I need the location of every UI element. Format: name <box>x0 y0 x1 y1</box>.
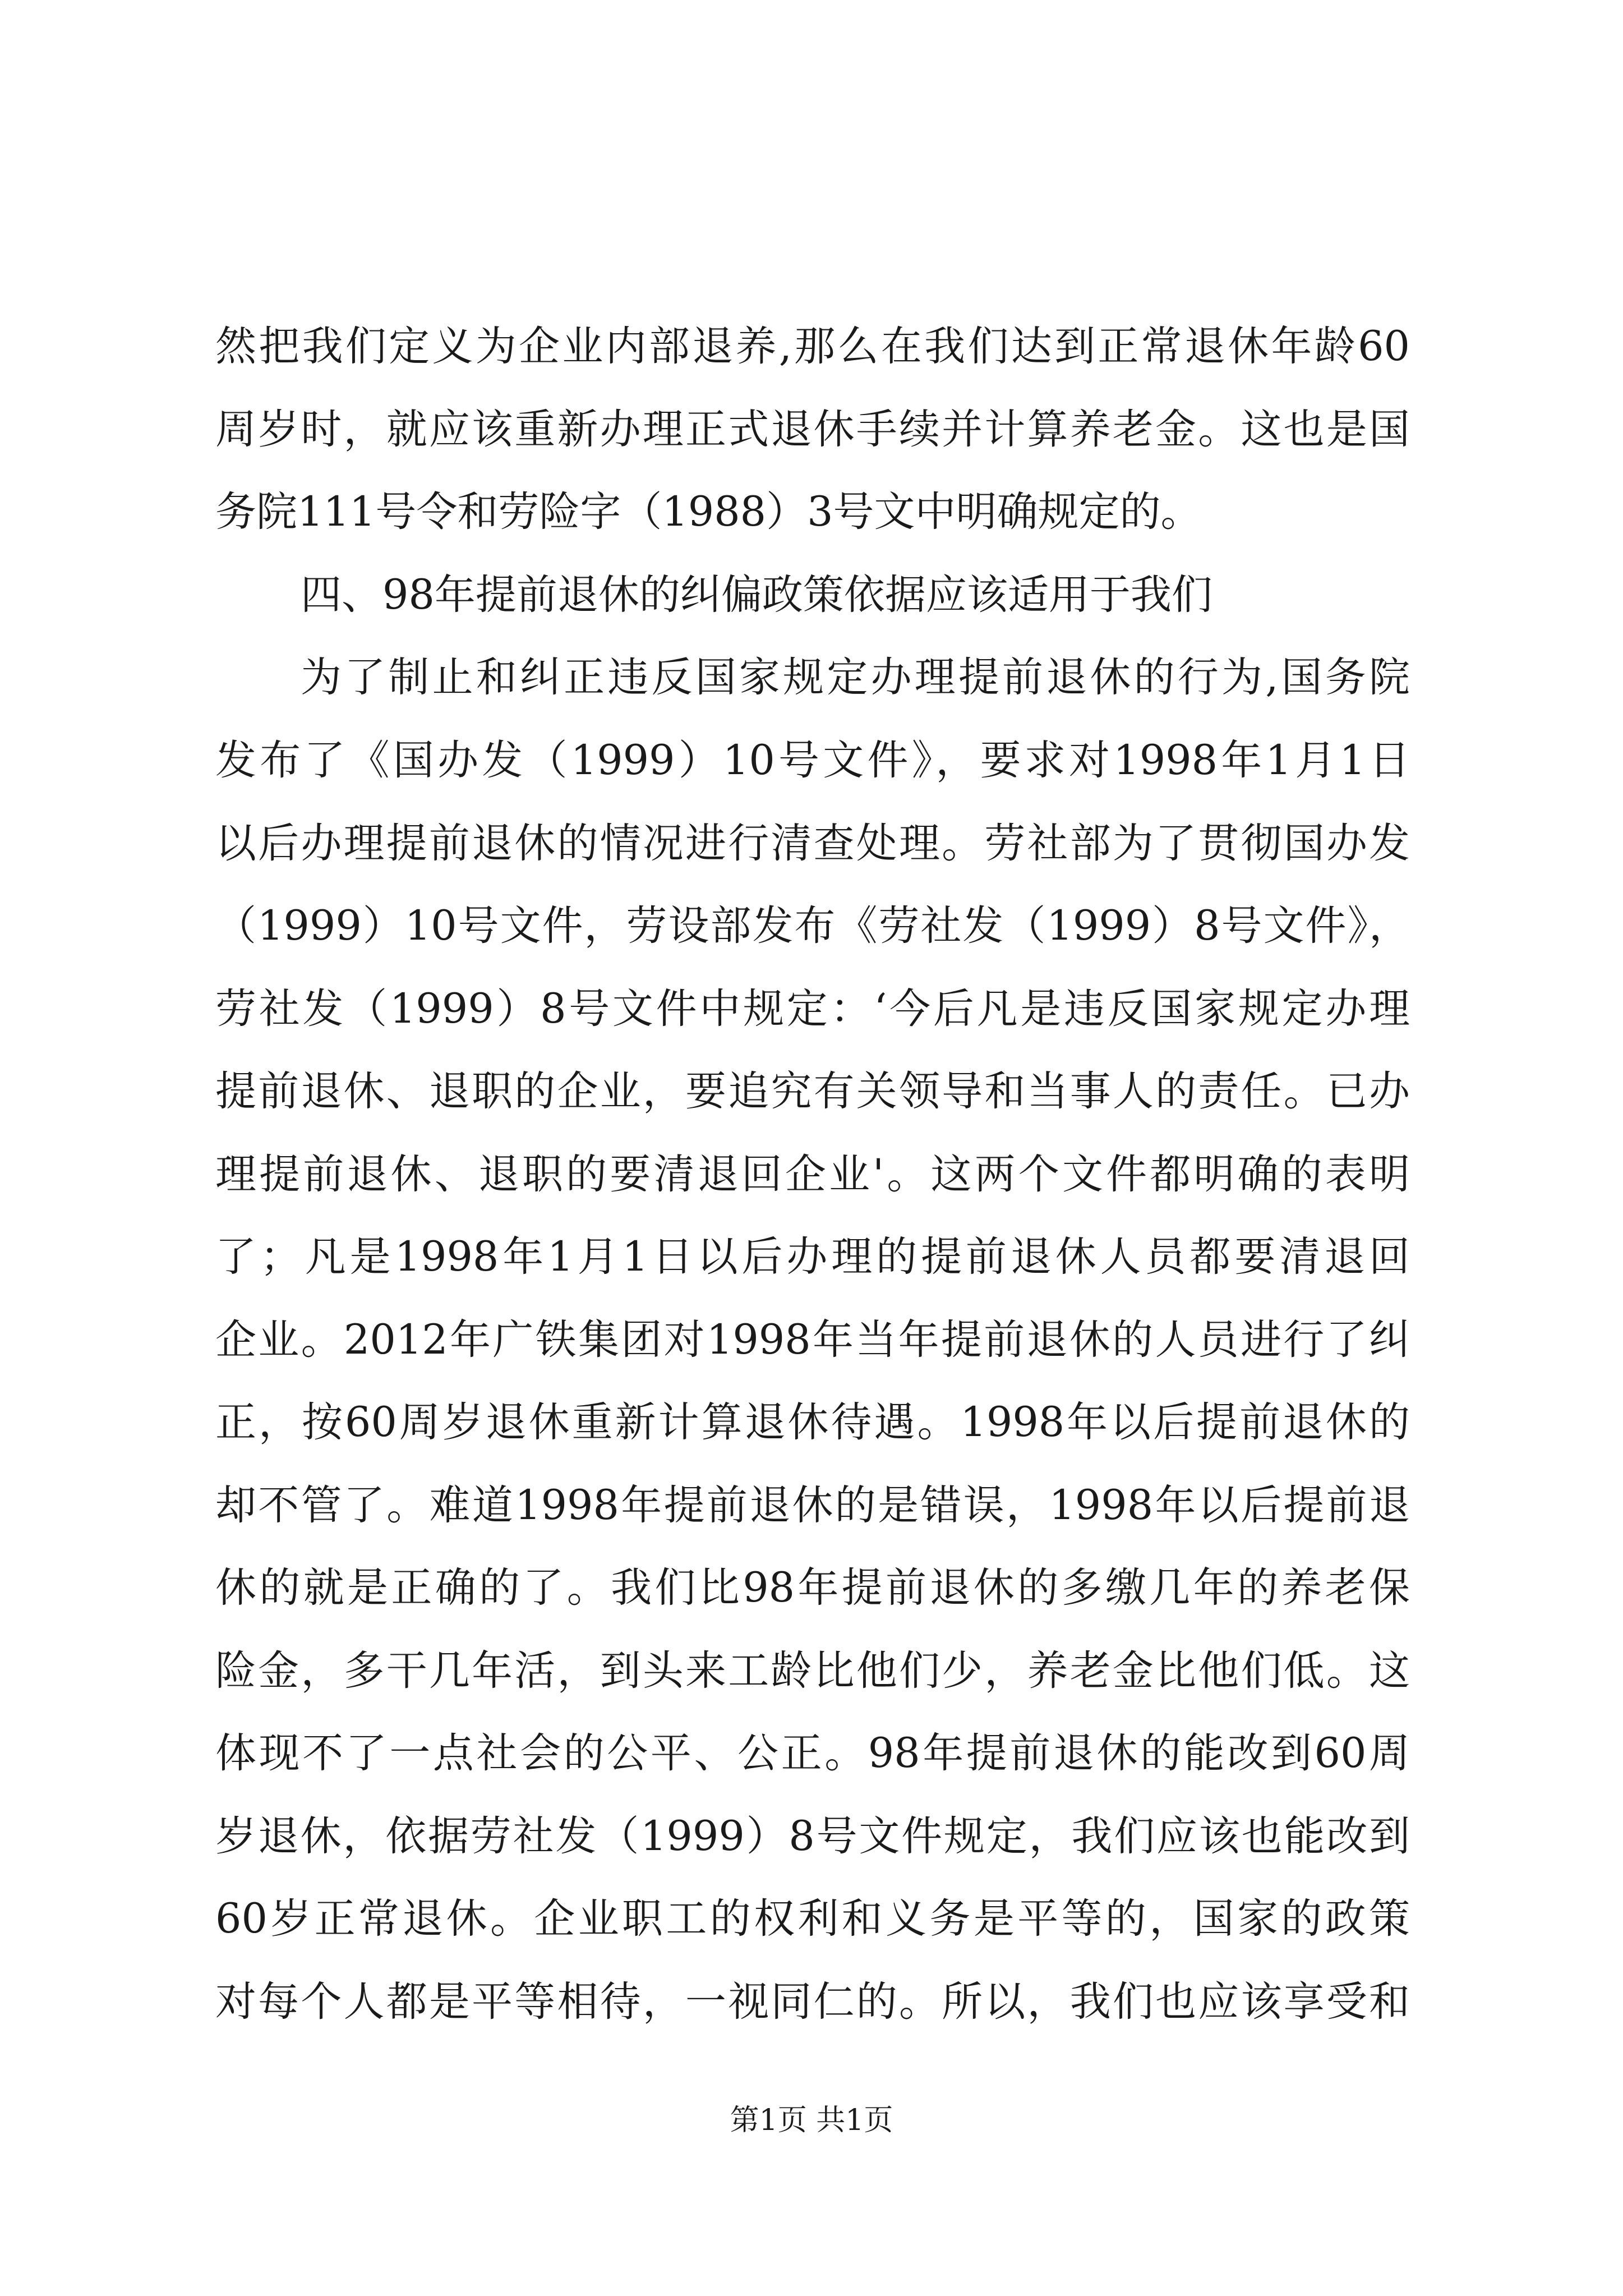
section-heading: 四、98年提前退休的纠偏政策依据应该适用于我们 <box>301 571 1212 619</box>
text-line: 体现不了一点社会的公平、公正。98年提前退休的能改到60周 <box>215 1729 1410 1777</box>
text-line: 岁退休，依据劳社发（1999）8号文件规定，我们应该也能改到 <box>215 1812 1410 1860</box>
text-line: （1999）10号文件，劳设部发布《劳社发（1999）8号文件》， <box>215 902 1410 950</box>
text-line: 正，按60周岁退休重新计算退休待遇。1998年以后提前退休的 <box>215 1398 1410 1446</box>
text-line: 险金，多干几年活，到头来工龄比他们少，养老金比他们低。这 <box>215 1647 1410 1695</box>
text-line: 为了制止和纠正违反国家规定办理提前退休的行为,国务院 <box>301 654 1410 701</box>
text-line: 提前退休、退职的企业，要追究有关领导和当事人的责任。已办 <box>215 1068 1410 1115</box>
text-line: 企业。2012年广铁集团对1998年当年提前退休的人员进行了纠 <box>215 1316 1410 1364</box>
text-line: 周岁时，就应该重新办理正式退休手续并计算养老金。这也是国 <box>215 406 1410 453</box>
text-line: 理提前退休、退职的要清退回企业'。这两个文件都明确的表明 <box>215 1151 1410 1198</box>
text-line: 对每个人都是平等相待，一视同仁的。所以，我们也应该享受和 <box>215 1978 1410 2026</box>
text-line: 务院111号令和劳险字（1988）3号文中明确规定的。 <box>215 488 1202 536</box>
text-line: 然把我们定义为企业内部退养,那么在我们达到正常退休年龄60 <box>215 323 1410 370</box>
text-line: 休的就是正确的了。我们比98年提前退休的多缴几年的养老保 <box>215 1564 1410 1612</box>
text-line: 却不管了。难道1998年提前退休的是错误，1998年以后提前退 <box>215 1481 1410 1529</box>
page-footer: 第1页 共1页 <box>730 2104 893 2137</box>
text-line: 了；凡是1998年1月1日以后办理的提前退休人员都要清退回 <box>215 1233 1410 1281</box>
text-line: 劳社发（1999）8号文件中规定：‘今后凡是违反国家规定办理 <box>215 985 1410 1033</box>
text-line: 发布了《国办发（1999）10号文件》，要求对1998年1月1日 <box>215 737 1410 784</box>
text-line: 以后办理提前退休的情况进行清查处理。劳社部为了贯彻国办发 <box>215 820 1410 867</box>
text-line: 60岁正常退休。企业职工的权利和义务是平等的，国家的政策 <box>215 1895 1410 1943</box>
